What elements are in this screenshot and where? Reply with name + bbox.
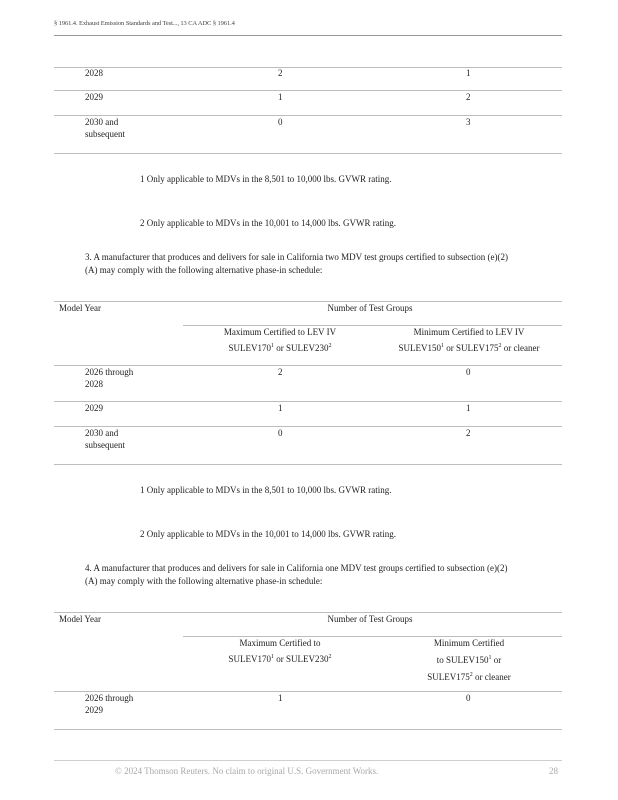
paragraph-line: (A) may comply with the following alternative phase-in schedule: bbox=[85, 265, 323, 275]
value-cell: 2 bbox=[278, 68, 283, 78]
value-cell: 0 bbox=[278, 428, 283, 438]
column-header-minimum bbox=[376, 325, 562, 355]
footnote-ref: 2 bbox=[328, 343, 332, 349]
value-cell: 1 bbox=[278, 693, 283, 703]
paragraph-3 bbox=[85, 251, 555, 277]
footnote-ref: 1 bbox=[488, 655, 492, 661]
paragraph-line: (A) may comply with the following alternative phase-in schedule: bbox=[85, 576, 323, 586]
model-year-cell bbox=[85, 692, 133, 716]
table-rule bbox=[54, 153, 562, 154]
header-text: or SULEV175 bbox=[444, 343, 499, 353]
header-line bbox=[190, 339, 370, 355]
header-line: Minimum Certified to LEV IV bbox=[413, 327, 525, 337]
value-cell: 2 bbox=[278, 367, 283, 377]
footnote-ref: 1 bbox=[271, 654, 274, 660]
value-cell: 1 bbox=[466, 403, 471, 413]
header-text: to SULEV150 bbox=[436, 655, 489, 665]
table-rule bbox=[54, 426, 562, 427]
copyright-notice: © 2024 Thomson Reuters. No claim to original U.S. Government Works. bbox=[115, 766, 379, 776]
column-header-maximum bbox=[190, 325, 370, 355]
header-text: SULEV175 bbox=[427, 672, 470, 682]
header-text: or SULEV230 bbox=[274, 654, 329, 664]
column-header-test-groups: Number of Test Groups bbox=[327, 303, 413, 313]
value-cell: 0 bbox=[466, 367, 471, 377]
header-line: Maximum Certified to LEV IV bbox=[223, 327, 337, 337]
value-cell: 1 bbox=[466, 68, 471, 78]
column-header-maximum bbox=[190, 636, 370, 666]
footnote-2: 2 Only applicable to MDVs in the 10,001 to 14,000 lbs. GVWR rating. bbox=[140, 218, 396, 228]
footnote-ref: 2 bbox=[469, 672, 473, 678]
header-line bbox=[190, 650, 370, 666]
header-text: SULEV170 bbox=[228, 343, 271, 353]
footer-rule bbox=[54, 760, 562, 761]
model-year-line: 2026 through bbox=[85, 367, 134, 377]
column-header-test-groups: Number of Test Groups bbox=[327, 614, 413, 624]
page-number: 28 bbox=[549, 766, 558, 776]
footnote-ref: 1 bbox=[441, 343, 444, 349]
value-cell: 2 bbox=[466, 428, 471, 438]
model-year-cell bbox=[85, 427, 125, 451]
footnote-1: 1 Only applicable to MDVs in the 8,501 to 10,000 lbs. GVWR rating. bbox=[140, 174, 392, 184]
header-line bbox=[376, 668, 562, 685]
value-cell: 1 bbox=[278, 92, 283, 102]
paragraph-4 bbox=[85, 562, 555, 588]
header-text: or cleaner bbox=[472, 672, 511, 682]
footnote-ref: 1 bbox=[271, 343, 274, 349]
model-year-cell bbox=[85, 366, 133, 390]
model-year-cell: 2029 bbox=[85, 403, 103, 413]
table-rule bbox=[54, 401, 562, 402]
running-header: § 1961.4. Exhaust Emission Standards and Test..., 13 CA ADC § 1961.4 bbox=[54, 20, 235, 27]
footnote-1: 1 Only applicable to MDVs in the 8,501 to 10,000 lbs. GVWR rating. bbox=[140, 485, 392, 495]
header-text: SULEV150 bbox=[398, 343, 441, 353]
header-line: Maximum Certified to bbox=[239, 638, 321, 648]
model-year-line: 2030 and bbox=[85, 117, 119, 127]
footnote-ref: 2 bbox=[498, 343, 502, 349]
table-rule bbox=[54, 729, 562, 730]
table-rule bbox=[54, 464, 562, 465]
model-year-cell: 2028 bbox=[85, 68, 103, 78]
header-text: or bbox=[491, 655, 502, 665]
value-cell: 2 bbox=[466, 92, 471, 102]
header-line bbox=[376, 651, 562, 668]
model-year-cell bbox=[85, 116, 125, 140]
table-rule bbox=[54, 67, 562, 68]
header-text: SULEV170 bbox=[228, 654, 271, 664]
column-header-model-year: Model Year bbox=[59, 303, 101, 313]
value-cell: 0 bbox=[278, 117, 283, 127]
header-line bbox=[376, 339, 562, 355]
header-text: or SULEV230 bbox=[274, 343, 329, 353]
table-rule bbox=[54, 90, 562, 91]
model-year-line: 2026 through bbox=[85, 693, 134, 703]
header-line: Minimum Certified bbox=[433, 638, 505, 648]
footnote-ref: 2 bbox=[328, 654, 332, 660]
value-cell: 0 bbox=[466, 693, 471, 703]
footnote-2: 2 Only applicable to MDVs in the 10,001 to 14,000 lbs. GVWR rating. bbox=[140, 529, 396, 539]
header-text: or cleaner bbox=[501, 343, 540, 353]
header-rule bbox=[54, 35, 562, 36]
model-year-line: subsequent bbox=[85, 440, 125, 450]
table-rule bbox=[54, 115, 562, 116]
value-cell: 1 bbox=[278, 403, 283, 413]
model-year-line: 2030 and bbox=[85, 428, 119, 438]
model-year-cell: 2029 bbox=[85, 92, 103, 102]
model-year-line: 2028 bbox=[85, 379, 103, 389]
paragraph-line: 4. A manufacturer that produces and delivers for sale in California one MDV test groups certified to subsection (e)(2) bbox=[85, 563, 508, 573]
paragraph-line: 3. A manufacturer that produces and delivers for sale in California two MDV test groups certified to subsection (e)(2) bbox=[85, 252, 508, 262]
column-header-model-year: Model Year bbox=[59, 614, 101, 624]
model-year-line: 2029 bbox=[85, 705, 103, 715]
model-year-line: subsequent bbox=[85, 129, 125, 139]
column-header-minimum bbox=[376, 636, 562, 685]
value-cell: 3 bbox=[466, 117, 471, 127]
